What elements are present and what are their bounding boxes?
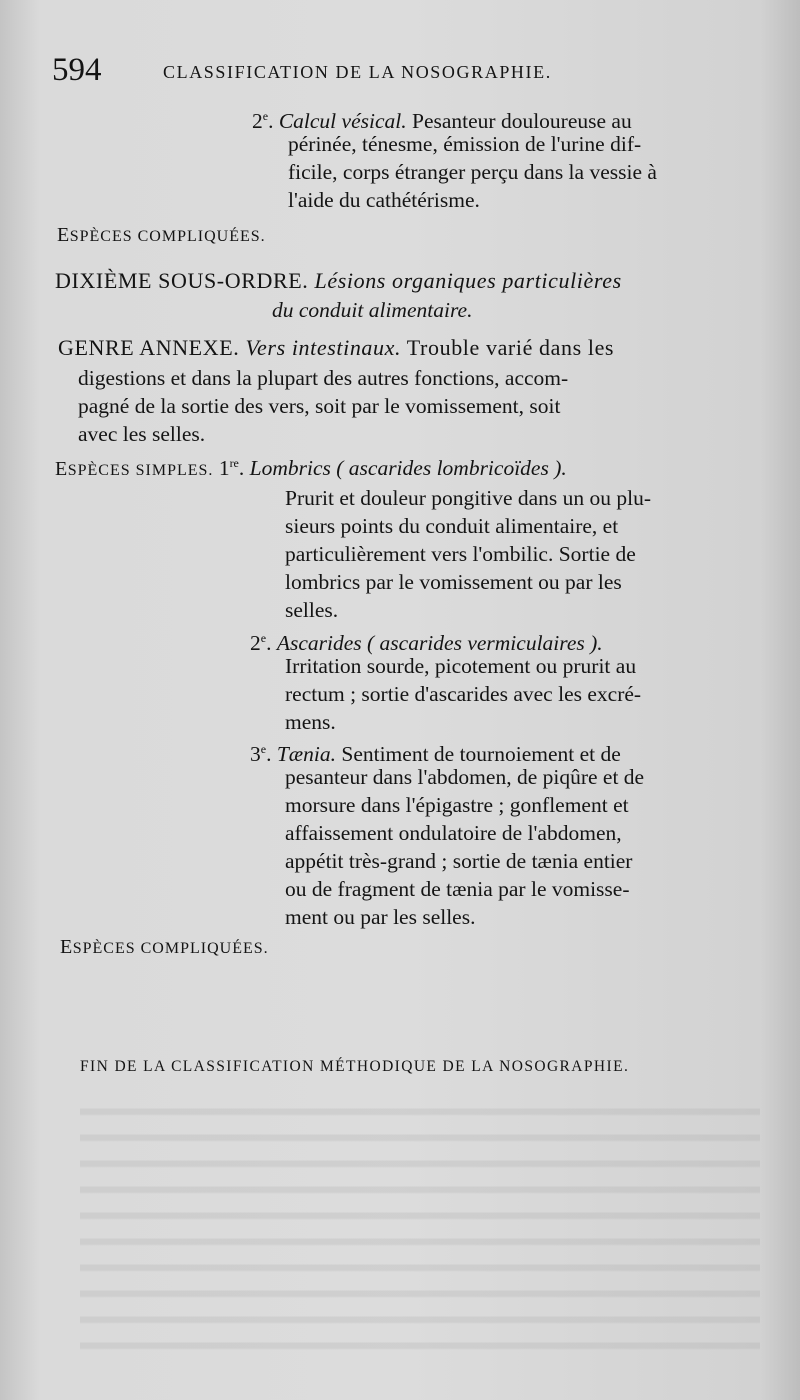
especes-compliquees-1: ESPÈCES COMPLIQUÉES. [57,224,266,246]
genre-annexe: GENRE ANNEXE. Vers intestinaux. Trouble varié dans les [58,335,615,360]
dixieme-sous-ordre [55,268,622,294]
taenia-entry: 3e. Tænia. Sentiment de tournoiement et de [250,742,621,767]
lombrics-line-1: Prurit et douleur pongitive dans un ou plu- [285,486,652,510]
dixieme-label: DIXIÈME SOUS-ORDRE. [55,268,309,293]
dixieme-italic2: du conduit alimentaire. [272,298,473,322]
lombrics-line-4: lombrics par le vomissement ou par les [285,570,622,594]
genre-line2: digestions et dans la plupart des autres fonctions, accom- [78,366,569,390]
especes-simples-line: ESPÈCES SIMPLES. 1re. Lombrics ( ascarides lombricoïdes ). [55,456,567,481]
taenia-title: Tænia. [276,742,336,767]
taenia-line-2: morsure dans l'épigastre ; gonflement et [285,793,629,817]
lombrics-title: Lombrics [249,456,331,481]
calcul-title: Calcul vésical. [278,109,407,134]
taenia-line-3: affaissement ondulatoire de l'abdomen, [285,821,622,845]
page-number: 594 [52,52,102,88]
taenia-line-1: pesanteur dans l'abdomen, de piqûre et de [285,765,645,789]
genre-label: GENRE ANNEXE. [58,335,240,360]
taenia-line-6: ment ou par les selles. [285,905,476,929]
lombrics-line-3: particulièrement vers l'ombilic. Sortie de [285,542,636,566]
calcul-entry-line1: 2e. Calcul vésical. Pesanteur douloureuse au [252,109,632,134]
end-note: FIN DE LA CLASSIFICATION MÉTHODIQUE DE LA NOSOGRAPHIE. [80,1058,630,1075]
lombrics-paren: ( ascarides lombricoïdes ). [336,456,567,481]
running-header: CLASSIFICATION DE LA NOSOGRAPHIE. [163,62,552,82]
ascarides-line-1: Irritation sourde, picotement ou prurit au [285,654,637,678]
ascarides-paren: ( ascarides vermiculaires ). [367,631,603,656]
taenia-line-4: appétit très-grand ; sortie de tænia entier [285,849,633,873]
calcul-line2: périnée, ténesme, émission de l'urine dif- [288,132,642,156]
ascarides-entry: 2e. Ascarides ( ascarides vermiculaires ). [250,631,603,656]
genre-line4: avec les selles. [78,422,206,446]
dixieme-italic1: Lésions organiques particulières [314,268,622,293]
ascarides-line-3: mens. [285,710,336,734]
especes-compliquees-2: ESPÈCES COMPLIQUÉES. [60,936,269,958]
genre-line3: pagné de la sortie des vers, soit par le vomissement, soit [78,394,561,418]
show-through-marks [80,1090,760,1350]
lombrics-line-2: sieurs points du conduit alimentaire, et [285,514,619,538]
taenia-line-5: ou de fragment de tænia par le vomisse- [285,877,630,901]
ascarides-line-2: rectum ; sortie d'ascarides avec les excré- [285,682,642,706]
lombrics-line-5: selles. [285,598,339,622]
calcul-line3: ficile, corps étranger perçu dans la vessie à [288,160,657,184]
ascarides-title: Ascarides [276,631,362,656]
calcul-line4: l'aide du cathétérisme. [288,188,480,212]
genre-italic: Vers intestinaux. [245,335,402,360]
